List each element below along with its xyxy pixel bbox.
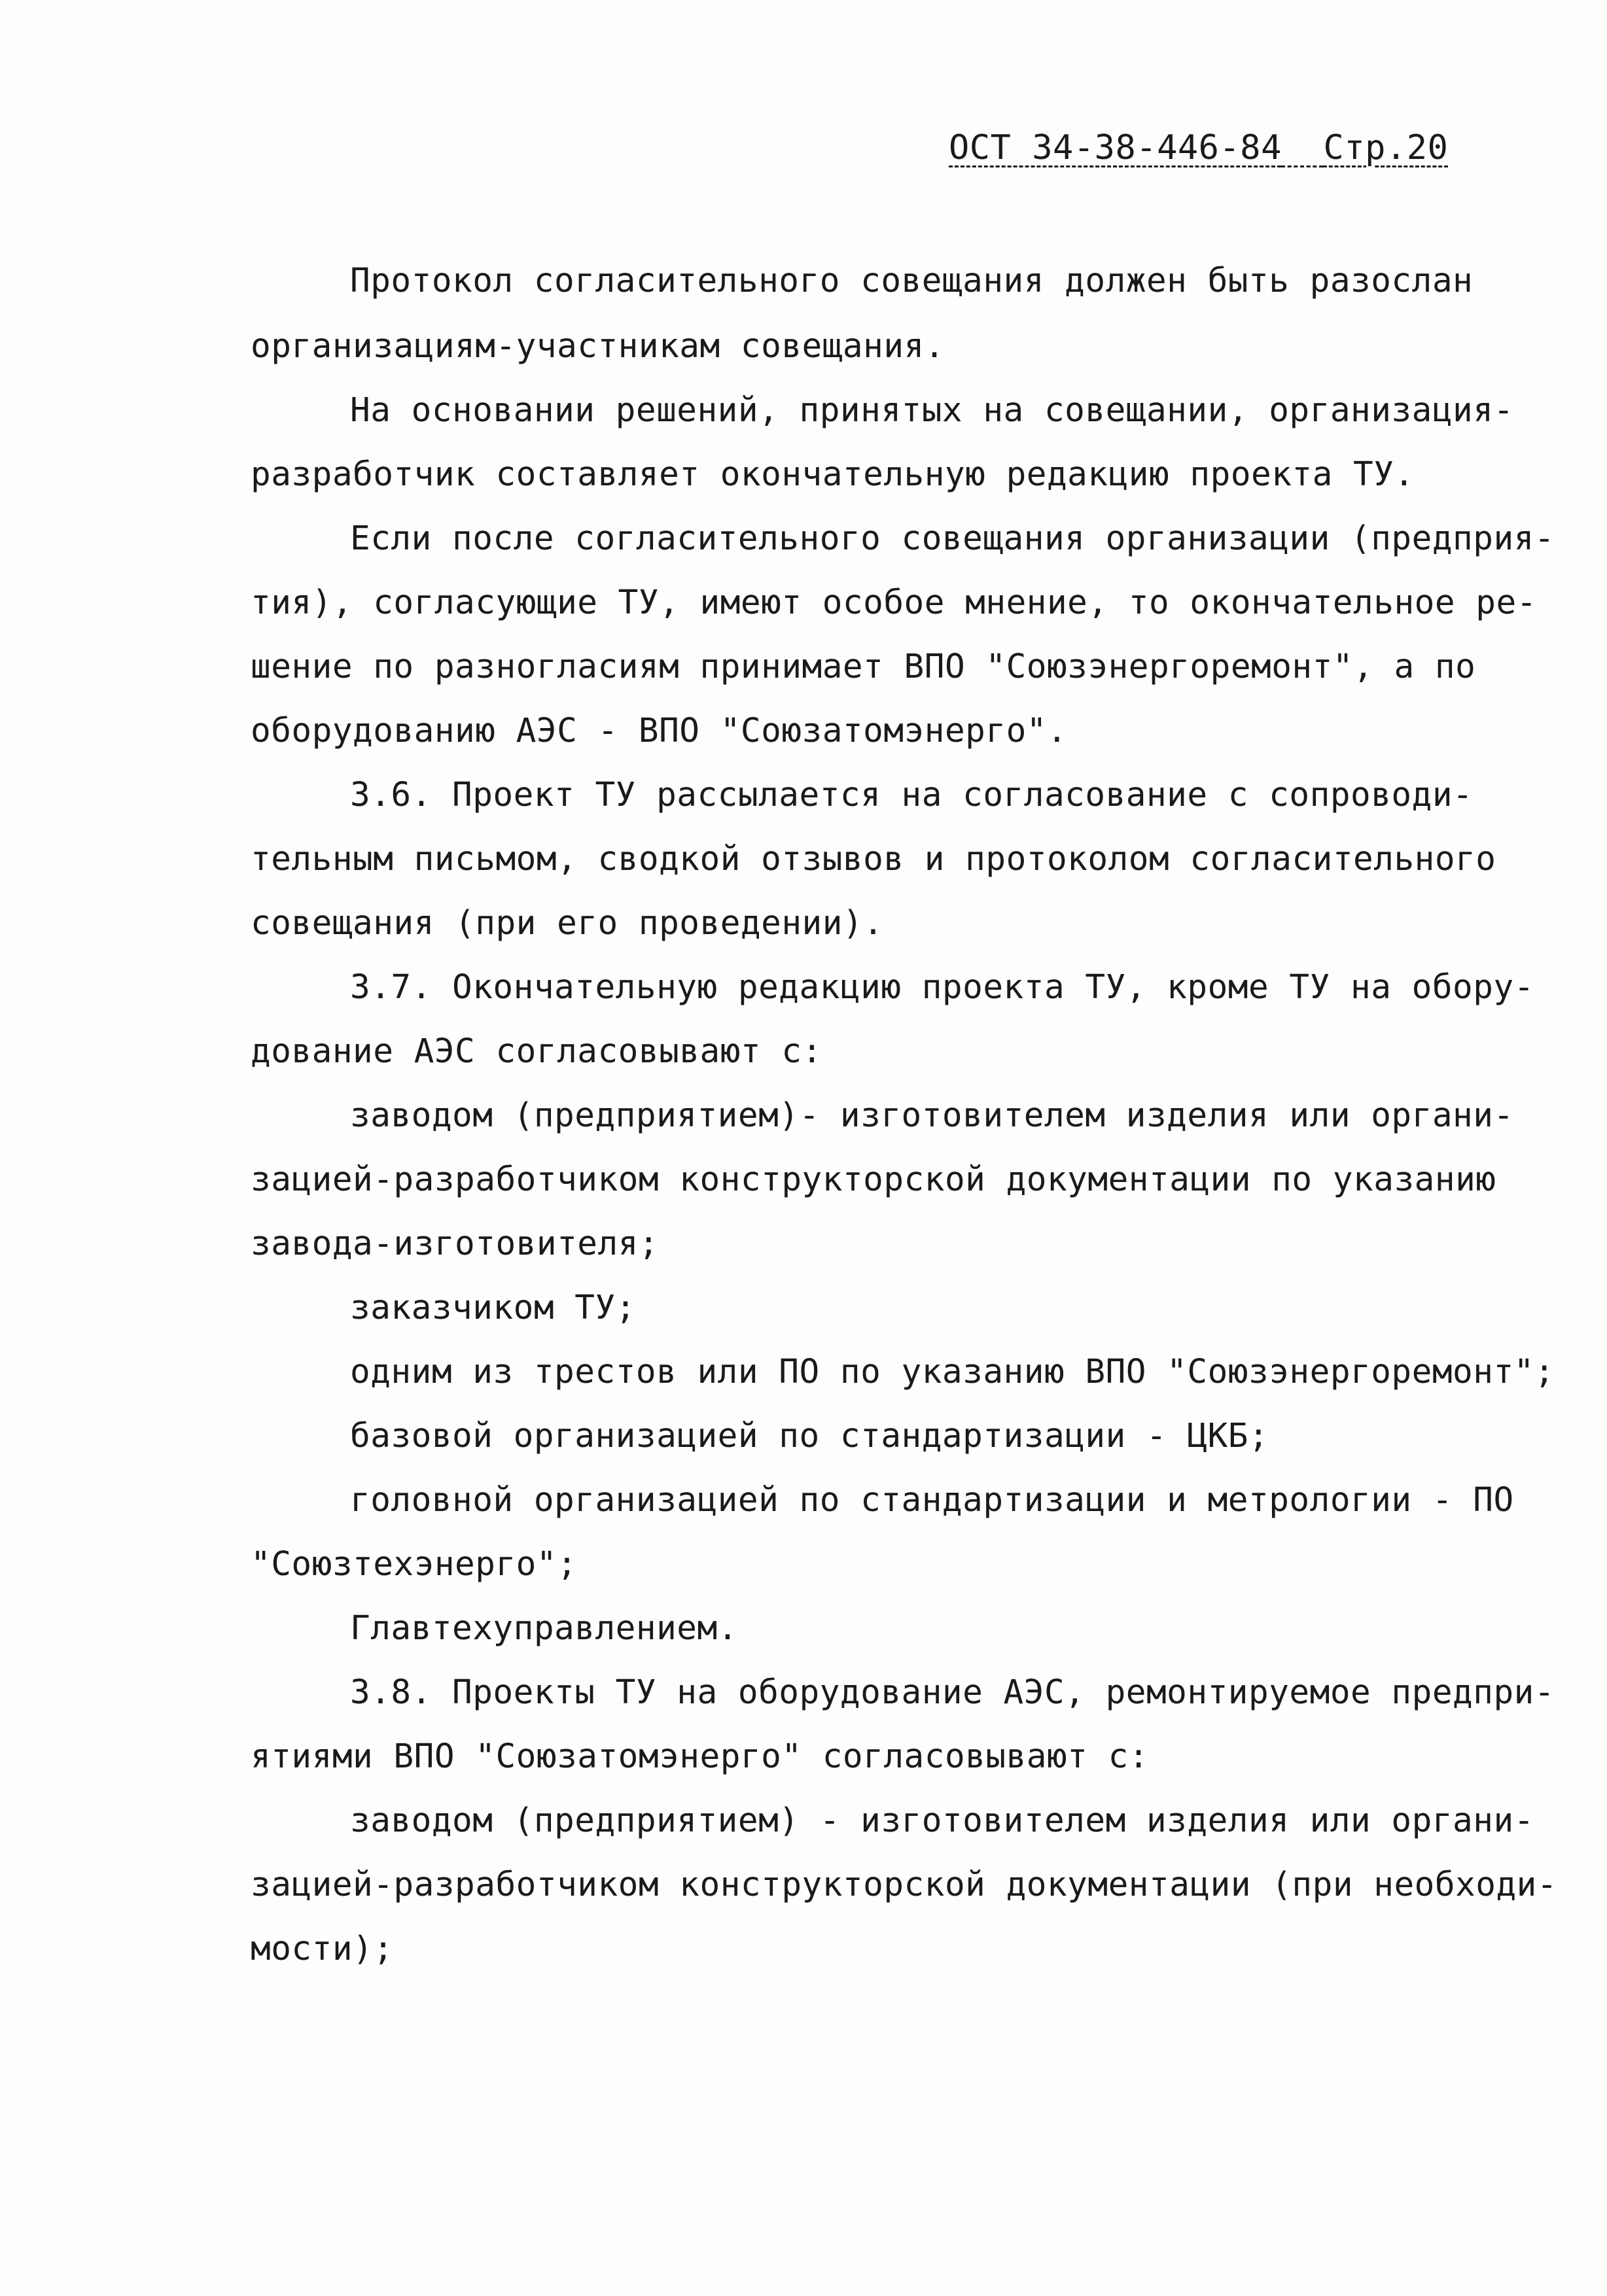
text-line: разработчик составляет окончательную редакцию проекта ТУ. xyxy=(251,455,1415,494)
text-line: 3.6. Проект ТУ рассылается на согласование с сопроводи- xyxy=(350,776,1474,814)
text-line: заказчиком ТУ; xyxy=(350,1289,636,1327)
text-line: одним из трестов или ПО по указанию ВПО "Союзэнергоремонт"; xyxy=(350,1353,1555,1391)
text-line: заводом (предприятием)- изготовителем изделия или органи- xyxy=(350,1096,1514,1135)
text-line: Протокол согласительного совещания должен быть разослан xyxy=(350,262,1474,300)
text-line: шение по разногласиям принимает ВПО "Союзэнергоремонт", а по xyxy=(251,648,1476,686)
text-line: оборудованию АЭС - ВПО "Союзатомэнерго". xyxy=(251,712,1068,750)
text-line: тельным письмом, сводкой отзывов и протоколом согласительного xyxy=(251,840,1496,878)
page-header xyxy=(949,128,1448,167)
text-line: "Союзтехэнерго"; xyxy=(251,1545,578,1584)
text-line: 3.8. Проекты ТУ на оборудование АЭС, ремонтируемое предпри- xyxy=(350,1673,1555,1712)
text-line: организациям-участникам совещания. xyxy=(251,327,945,366)
text-line: базовой организацией по стандартизации - ЦКБ; xyxy=(350,1417,1269,1455)
text-line: головной организацией по стандартизации и метрологии - ПО xyxy=(350,1481,1514,1520)
text-line: зацией-разработчиком конструкторской документации по указанию xyxy=(251,1160,1496,1199)
doc-code: ОСТ 34-38-446-84 xyxy=(949,128,1282,167)
text-line: заводом (предприятием) - изготовителем изделия или органи- xyxy=(350,1801,1534,1840)
text-line: мости); xyxy=(251,1930,394,1968)
page-number: Стр.20 xyxy=(1323,128,1449,167)
text-line: зацией-разработчиком конструкторской документации (при необходи- xyxy=(251,1866,1558,1904)
text-line: На основании решений, принятых на совещании, организация- xyxy=(350,391,1514,430)
text-line: 3.7. Окончательную редакцию проекта ТУ, кроме ТУ на обору- xyxy=(350,968,1534,1007)
text-line: Главтехуправлением. xyxy=(350,1609,738,1648)
text-line: совещания (при его проведении). xyxy=(251,904,884,943)
text-line: тия), согласующие ТУ, имеют особое мнение, то окончательное ре- xyxy=(251,583,1537,622)
text-line: Если после согласительного совещания организации (предприя- xyxy=(350,519,1555,558)
text-line: дование АЭС согласовывают с: xyxy=(251,1032,822,1071)
text-line: завода-изготовителя; xyxy=(251,1225,660,1263)
text-line: ятиями ВПО "Союзатомэнерго" согласовывают с: xyxy=(251,1737,1150,1776)
